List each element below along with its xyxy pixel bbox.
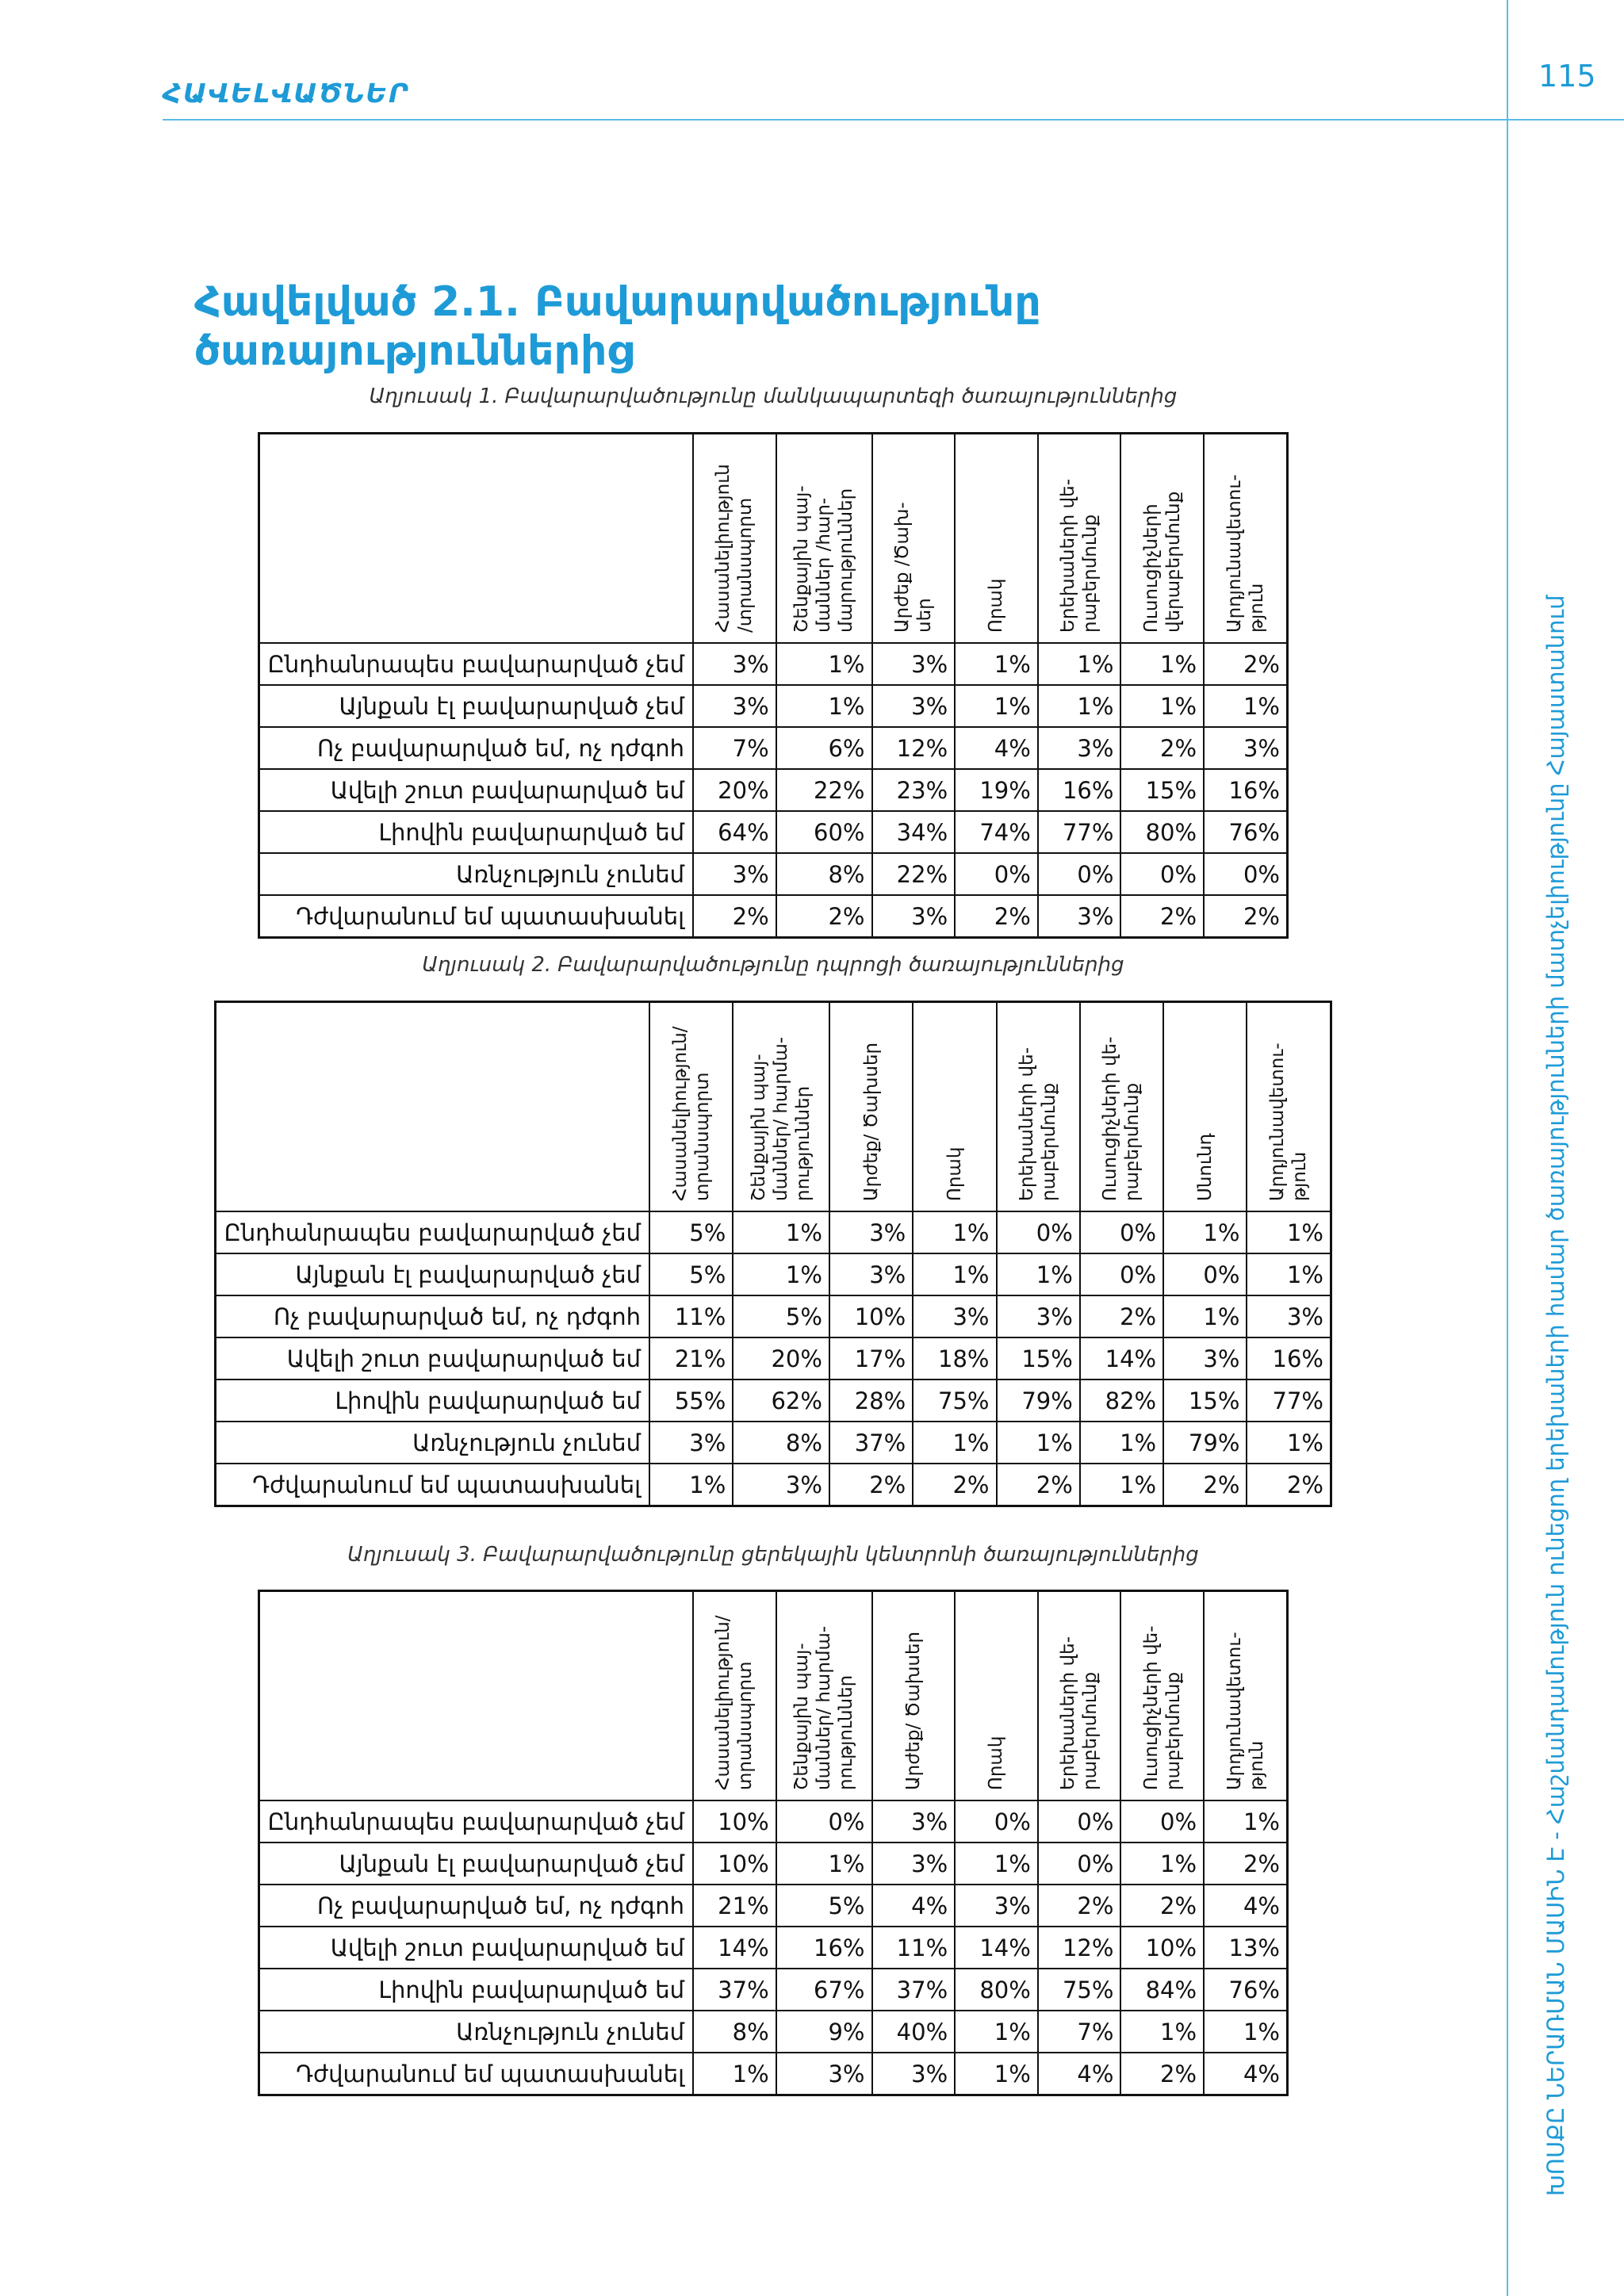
satisfaction-table-school <box>214 1001 1332 1507</box>
row-label: Լիովին բավարարված եմ <box>259 1969 694 2011</box>
row-label: Առնչություն չունեմ <box>259 853 694 895</box>
row-label: Ընդհանրապես բավարարված չեմ <box>259 643 694 685</box>
table-cell: 3% <box>955 1885 1038 1927</box>
table-row <box>259 2053 1288 2095</box>
table-row <box>259 1885 1288 1927</box>
column-header <box>1247 1002 1331 1212</box>
table-row <box>259 895 1288 938</box>
table-cell: 14% <box>955 1927 1038 1969</box>
table-cell: 1% <box>1120 1843 1204 1885</box>
table-cell: 1% <box>1038 685 1121 727</box>
table-cell: 1% <box>955 685 1038 727</box>
table-cell: 1% <box>955 1843 1038 1885</box>
table-row <box>259 1843 1288 1885</box>
table-cell: 16% <box>776 1927 872 1969</box>
table-cell: 0% <box>1120 1800 1204 1843</box>
table-cell: 1% <box>997 1253 1080 1295</box>
table-cell: 4% <box>955 727 1038 769</box>
table-row <box>216 1464 1331 1506</box>
table-cell: 1% <box>913 1211 996 1253</box>
table-cell: 40% <box>872 2011 956 2053</box>
table-row <box>259 2011 1288 2053</box>
table-cell: 37% <box>872 1969 956 2011</box>
column-header-label: Արժեք/ Ծախսեր <box>860 1042 882 1201</box>
table-cell: 1% <box>955 643 1038 685</box>
row-label: Այնքան էլ բավարարված չեմ <box>259 685 694 727</box>
table-cell: 79% <box>1163 1422 1247 1464</box>
column-header-label: Արդյունավետու- թյուն <box>1267 1043 1311 1201</box>
satisfaction-table-kindergarten <box>258 432 1289 939</box>
column-header-label: Սնունդ <box>1194 1133 1216 1201</box>
table-cell: 17% <box>829 1337 913 1380</box>
table-cell: 55% <box>649 1380 733 1422</box>
table-cell: 75% <box>913 1380 996 1422</box>
table-cell: 16% <box>1204 769 1287 811</box>
table-row <box>216 1422 1331 1464</box>
table-cell: 1% <box>955 2011 1038 2053</box>
row-label: Ավելի շուտ բավարարված եմ <box>216 1337 650 1380</box>
table-cell: 1% <box>649 1464 733 1506</box>
table-cell: 3% <box>693 853 776 895</box>
table-cell: 13% <box>1204 1927 1287 1969</box>
row-label: Դժվարանում եմ պատասխանել <box>259 2053 694 2095</box>
table-cell: 0% <box>955 853 1038 895</box>
table-cell: 2% <box>997 1464 1080 1506</box>
row-label: Լիովին բավարարված եմ <box>216 1380 650 1422</box>
table-cell: 3% <box>829 1253 913 1295</box>
table-cell: 82% <box>1080 1380 1163 1422</box>
table-row <box>259 685 1288 727</box>
table-cell: 1% <box>913 1253 996 1295</box>
table-cell: 14% <box>693 1927 776 1969</box>
table-cell: 3% <box>872 2053 956 2095</box>
table-cell: 1% <box>1204 2011 1287 2053</box>
table-cell: 4% <box>872 1885 956 1927</box>
column-header <box>649 1002 733 1212</box>
table-cell: 12% <box>872 727 956 769</box>
table-cell: 3% <box>829 1211 913 1253</box>
column-header <box>776 434 872 644</box>
table-cell: 21% <box>693 1885 776 1927</box>
table-cell: 18% <box>913 1337 996 1380</box>
table-cell: 1% <box>1163 1211 1247 1253</box>
table-row <box>216 1380 1331 1422</box>
column-header-label: Արդյունավետու- թյուն <box>1224 1632 1267 1790</box>
table-cell: 1% <box>1120 2011 1204 2053</box>
column-header-label: Երեխաների վե- րաբերմունք <box>1017 1047 1060 1201</box>
table-cell: 22% <box>776 769 872 811</box>
table-cell: 23% <box>872 769 956 811</box>
row-label: Ավելի շուտ բավարարված եմ <box>259 769 694 811</box>
page-title: Հավելված 2.1. Բավարարվածությունը ծառայություններից <box>194 278 1041 375</box>
table-cell: 10% <box>693 1800 776 1843</box>
table-cell: 7% <box>693 727 776 769</box>
table-cell: 1% <box>955 2053 1038 2095</box>
table-cell: 6% <box>776 727 872 769</box>
table-corner-cell <box>259 1591 694 1801</box>
table-cell: 1% <box>693 2053 776 2095</box>
column-header <box>693 1591 776 1801</box>
table-cell: 3% <box>693 643 776 685</box>
table-cell: 5% <box>649 1211 733 1253</box>
table-cell: 37% <box>693 1969 776 2011</box>
column-header <box>872 1591 956 1801</box>
table-cell: 1% <box>776 685 872 727</box>
table-cell: 11% <box>872 1927 956 1969</box>
table-cell: 16% <box>1247 1337 1331 1380</box>
column-header <box>1080 1002 1163 1212</box>
column-header <box>1120 434 1204 644</box>
table-row <box>216 1337 1331 1380</box>
column-header-label: Ուսուցիչների վերաբերմունք <box>1140 491 1184 633</box>
table-cell: 2% <box>1204 1843 1287 1885</box>
table-cell: 15% <box>1120 769 1204 811</box>
column-header <box>913 1002 996 1212</box>
table-cell: 2% <box>1247 1464 1331 1506</box>
table-cell: 1% <box>997 1422 1080 1464</box>
table-cell: 3% <box>872 1800 956 1843</box>
table-cell: 0% <box>1120 853 1204 895</box>
table-cell: 1% <box>913 1422 996 1464</box>
table-cell: 5% <box>733 1295 829 1337</box>
table-cell: 80% <box>955 1969 1038 2011</box>
table-cell: 62% <box>733 1380 829 1422</box>
column-header <box>733 1002 829 1212</box>
column-header <box>776 1591 872 1801</box>
table-cell: 15% <box>1163 1380 1247 1422</box>
table-cell: 0% <box>955 1800 1038 1843</box>
table-cell: 2% <box>693 895 776 938</box>
table-cell: 4% <box>1038 2053 1121 2095</box>
column-header <box>1038 1591 1121 1801</box>
table-cell: 10% <box>693 1843 776 1885</box>
table-row <box>259 1800 1288 1843</box>
table-cell: 37% <box>829 1422 913 1464</box>
table-row <box>259 727 1288 769</box>
table-cell: 74% <box>955 811 1038 853</box>
row-label: Այնքան էլ բավարարված չեմ <box>259 1843 694 1885</box>
table-cell: 21% <box>649 1337 733 1380</box>
table-row <box>259 769 1288 811</box>
table-cell: 3% <box>872 643 956 685</box>
section-label: ՀԱՎԵԼՎԱԾՆԵՐ <box>163 78 410 109</box>
table-cell: 3% <box>872 1843 956 1885</box>
table-cell: 15% <box>997 1337 1080 1380</box>
table-cell: 1% <box>1120 643 1204 685</box>
table-cell: 76% <box>1204 811 1287 853</box>
table-row <box>259 1927 1288 1969</box>
row-label: Ընդհանրապես բավարարված չեմ <box>259 1800 694 1843</box>
table-cell: 28% <box>829 1380 913 1422</box>
table-cell: 1% <box>1080 1422 1163 1464</box>
table-row <box>216 1295 1331 1337</box>
row-label: Այնքան էլ բավարարված չեմ <box>216 1253 650 1295</box>
table-caption: Աղյուսակ 1. Բավարարվածությունը մանկապարտեզի ծառայություններից <box>369 385 1178 408</box>
table-cell: 84% <box>1120 1969 1204 2011</box>
table-cell: 1% <box>1247 1422 1331 1464</box>
table-cell: 0% <box>1038 1800 1121 1843</box>
table-cell: 7% <box>1038 2011 1121 2053</box>
table-cell: 1% <box>1120 685 1204 727</box>
column-header-label: Որակ <box>986 1735 1007 1790</box>
table-corner-cell <box>216 1002 650 1212</box>
table-cell: 3% <box>733 1464 829 1506</box>
table-cell: 60% <box>776 811 872 853</box>
column-header <box>872 434 956 644</box>
row-label: Դժվարանում եմ պատասխանել <box>216 1464 650 1506</box>
table-cell: 1% <box>733 1253 829 1295</box>
table-cell: 0% <box>1038 1843 1121 1885</box>
row-label: Դժվարանում եմ պատասխանել <box>259 895 694 938</box>
table-cell: 1% <box>1080 1464 1163 1506</box>
table-cell: 20% <box>693 769 776 811</box>
table-cell: 2% <box>1120 1885 1204 1927</box>
table-row <box>216 1211 1331 1253</box>
row-label: Առնչություն չունեմ <box>259 2011 694 2053</box>
table-row <box>259 853 1288 895</box>
table-row <box>259 811 1288 853</box>
table-cell: 0% <box>1080 1253 1163 1295</box>
column-header <box>1038 434 1121 644</box>
table-cell: 3% <box>1038 727 1121 769</box>
table-caption: Աղյուսակ 3. Բավարարվածությունը ցերեկային կենտրոնի ծառայություններից <box>347 1543 1199 1567</box>
column-header-label: Հասանելիություն/ տրանսպորտ <box>669 1026 713 1201</box>
table-cell: 8% <box>776 853 872 895</box>
table-cell: 4% <box>1204 2053 1287 2095</box>
table-cell: 1% <box>1163 1295 1247 1337</box>
table-cell: 3% <box>1204 727 1287 769</box>
column-header-label: Ուսուցիչների վե- րաբերմունք <box>1140 1625 1184 1790</box>
column-header <box>829 1002 913 1212</box>
table-cell: 3% <box>872 895 956 938</box>
table-cell: 34% <box>872 811 956 853</box>
table-cell: 11% <box>649 1295 733 1337</box>
table-cell: 2% <box>913 1464 996 1506</box>
table-cell: 0% <box>1038 853 1121 895</box>
row-label: Ոչ բավարարված եմ, ոչ դժգոհ <box>259 1885 694 1927</box>
table-cell: 3% <box>913 1295 996 1337</box>
table-cell: 16% <box>1038 769 1121 811</box>
table-corner-cell <box>259 434 694 644</box>
column-header <box>955 434 1038 644</box>
table-cell: 0% <box>1163 1253 1247 1295</box>
row-label: Ընդհանրապես բավարարված չեմ <box>216 1211 650 1253</box>
table-cell: 3% <box>693 685 776 727</box>
table-cell: 64% <box>693 811 776 853</box>
table-cell: 9% <box>776 2011 872 2053</box>
table-cell: 1% <box>1247 1253 1331 1295</box>
column-header-label: Հասանելիություն/ տրանսպորտ <box>713 1615 756 1790</box>
table-cell: 10% <box>829 1295 913 1337</box>
table-row <box>259 643 1288 685</box>
row-label: Ոչ բավարարված եմ, ոչ դժգոհ <box>216 1295 650 1337</box>
column-header <box>1204 434 1287 644</box>
table-cell: 80% <box>1120 811 1204 853</box>
table-cell: 3% <box>649 1422 733 1464</box>
table-cell: 2% <box>776 895 872 938</box>
column-header <box>693 434 776 644</box>
table-cell: 8% <box>693 2011 776 2053</box>
table-cell: 22% <box>872 853 956 895</box>
table-cell: 1% <box>1204 685 1287 727</box>
table-cell: 3% <box>1247 1295 1331 1337</box>
table-cell: 12% <box>1038 1927 1121 1969</box>
table-cell: 2% <box>1120 895 1204 938</box>
column-header-label: Շենքային պայ- մաններ/ հարմա- րություններ <box>791 1625 857 1790</box>
table-cell: 67% <box>776 1969 872 2011</box>
table-cell: 2% <box>1120 727 1204 769</box>
row-label: Առնչություն չունեմ <box>216 1422 650 1464</box>
column-header-label: Հասանելիություն /տրանսպորտ <box>713 464 756 633</box>
table-cell: 2% <box>1204 643 1287 685</box>
table-cell: 2% <box>1038 1885 1121 1927</box>
column-header <box>1120 1591 1204 1801</box>
column-header-label: Արժեք/ Ծախսեր <box>902 1631 924 1790</box>
table-cell: 0% <box>997 1211 1080 1253</box>
table-cell: 14% <box>1080 1337 1163 1380</box>
table-caption: Աղյուսակ 2. Բավարարվածությունը դպրոցի ծառայություններից <box>422 953 1124 977</box>
column-header-label: Շենքային պայ- մաններ/ հարմա- րություններ <box>749 1036 814 1201</box>
table-cell: 2% <box>955 895 1038 938</box>
table-cell: 2% <box>1204 895 1287 938</box>
table-row <box>259 1969 1288 2011</box>
table-cell: 0% <box>1080 1211 1163 1253</box>
row-label: Ոչ բավարարված եմ, ոչ դժգոհ <box>259 727 694 769</box>
table-cell: 77% <box>1038 811 1121 853</box>
table-cell: 2% <box>1080 1295 1163 1337</box>
table-cell: 3% <box>776 2053 872 2095</box>
table-cell: 3% <box>872 685 956 727</box>
table-cell: 2% <box>1163 1464 1247 1506</box>
column-header-label: Որակ <box>986 578 1007 633</box>
table-row <box>216 1253 1331 1295</box>
table-cell: 1% <box>733 1211 829 1253</box>
satisfaction-table-day-center <box>258 1590 1289 2096</box>
table-cell: 76% <box>1204 1969 1287 2011</box>
table-cell: 1% <box>776 643 872 685</box>
column-header <box>1163 1002 1247 1212</box>
side-running-title: ԽՈՍՔԸ ՆԵՐԱՌՄԱՆ ՄԱՍԻՆ Է - Հաշմանդամություն ունեցող երեխաների համար ծառայությունների մատչելիությունը Հայաստանում <box>1542 595 1569 2196</box>
page-number: 115 <box>1538 59 1596 94</box>
column-header-label: Երեխաների վե- րաբերմունք <box>1058 1636 1101 1790</box>
column-header-label: Արդյունավետու- թյուն <box>1224 474 1267 633</box>
table-cell: 79% <box>997 1380 1080 1422</box>
column-header-label: Շենքային պայ- մաններ /հար- մարություններ <box>791 485 857 633</box>
table-cell: 1% <box>1038 643 1121 685</box>
column-header-label: Երեխաների վե- րաբերմունք <box>1058 478 1101 633</box>
row-label: Լիովին բավարարված եմ <box>259 811 694 853</box>
table-cell: 0% <box>776 1800 872 1843</box>
table-cell: 4% <box>1204 1885 1287 1927</box>
table-cell: 0% <box>1204 853 1287 895</box>
table-cell: 1% <box>1247 1211 1331 1253</box>
table-cell: 5% <box>649 1253 733 1295</box>
row-label: Ավելի շուտ բավարարված եմ <box>259 1927 694 1969</box>
column-header <box>997 1002 1080 1212</box>
column-header-label: Արժեք /Ծախ- սեր <box>891 502 935 633</box>
column-header-label: Որակ <box>944 1146 965 1201</box>
table-cell: 5% <box>776 1885 872 1927</box>
table-cell: 1% <box>776 1843 872 1885</box>
column-header <box>1204 1591 1287 1801</box>
header-rule <box>163 119 1624 121</box>
table-cell: 1% <box>1204 1800 1287 1843</box>
column-header-label: Ուսուցիչների վե- րաբերմունք <box>1100 1036 1143 1201</box>
table-cell: 2% <box>829 1464 913 1506</box>
table-cell: 77% <box>1247 1380 1331 1422</box>
table-cell: 19% <box>955 769 1038 811</box>
table-cell: 20% <box>733 1337 829 1380</box>
table-cell: 8% <box>733 1422 829 1464</box>
table-cell: 3% <box>1038 895 1121 938</box>
table-cell: 2% <box>1120 2053 1204 2095</box>
table-cell: 3% <box>997 1295 1080 1337</box>
column-header <box>955 1591 1038 1801</box>
table-cell: 3% <box>1163 1337 1247 1380</box>
side-rule <box>1507 0 1508 2296</box>
table-cell: 75% <box>1038 1969 1121 2011</box>
table-cell: 10% <box>1120 1927 1204 1969</box>
